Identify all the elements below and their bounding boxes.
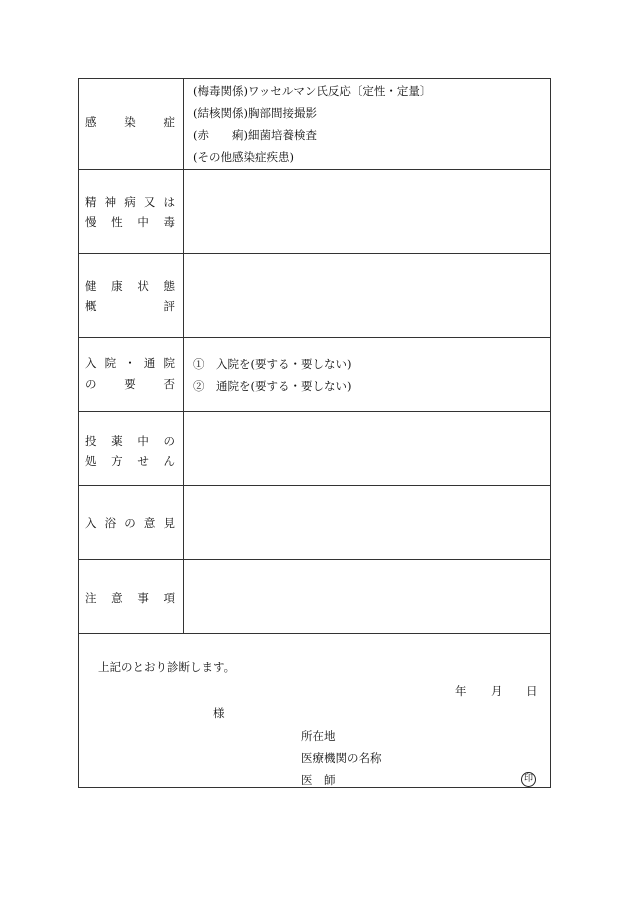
date-year: 年 bbox=[455, 684, 467, 698]
label-char: は bbox=[163, 195, 175, 209]
institution-label: 医療機関の名称 bbox=[301, 751, 382, 765]
label-char: 院 bbox=[163, 356, 175, 370]
label-char: 項 bbox=[163, 591, 175, 605]
row-label bbox=[79, 170, 184, 253]
label-char: 薬 bbox=[111, 434, 123, 448]
label-char: の bbox=[85, 377, 97, 391]
row-label bbox=[79, 338, 184, 411]
label-char: の bbox=[124, 516, 136, 530]
value-text: (その他感染症疾患) bbox=[193, 150, 294, 164]
label-line bbox=[85, 591, 175, 605]
label-char: 態 bbox=[163, 279, 175, 293]
label-char: 見 bbox=[163, 516, 175, 530]
label-char: 慢 bbox=[85, 215, 97, 229]
row-value bbox=[185, 79, 550, 169]
label-char: 性 bbox=[111, 215, 123, 229]
address-label: 所在地 bbox=[301, 729, 336, 743]
label-char: 精 bbox=[85, 195, 97, 209]
value-text: (梅毒関係)ワッセルマン氏反応〔定性・定量〕 bbox=[193, 84, 432, 98]
label-char: 又 bbox=[143, 195, 156, 209]
label-char: ん bbox=[163, 454, 175, 468]
label-char: 評 bbox=[163, 299, 175, 313]
label-line bbox=[85, 279, 175, 293]
row-label bbox=[79, 412, 184, 485]
label-char: 状 bbox=[137, 279, 149, 293]
label-line bbox=[85, 454, 175, 468]
form-row bbox=[79, 486, 550, 560]
label-char: 投 bbox=[85, 434, 97, 448]
label-char: 神 bbox=[104, 195, 117, 209]
form-row bbox=[79, 338, 550, 412]
row-value bbox=[185, 338, 550, 411]
label-char: 康 bbox=[111, 279, 123, 293]
label-line bbox=[85, 434, 175, 448]
form-row bbox=[79, 560, 550, 634]
label-char: 入 bbox=[85, 516, 97, 530]
label-line bbox=[85, 215, 175, 229]
row-value bbox=[185, 170, 550, 253]
label-char: 中 bbox=[137, 434, 149, 448]
seal-mark: 印 bbox=[521, 772, 536, 787]
label-char: 入 bbox=[85, 356, 97, 370]
label-char: 概 bbox=[85, 299, 97, 313]
label-char: 否 bbox=[163, 377, 175, 391]
row-label bbox=[79, 560, 184, 633]
date-month: 月 bbox=[491, 684, 503, 698]
value-text: ② 通院を(要する・要しない) bbox=[193, 379, 352, 393]
form-row bbox=[79, 170, 550, 254]
label-char: せ bbox=[137, 454, 149, 468]
row-value bbox=[185, 412, 550, 485]
label-char: の bbox=[163, 434, 175, 448]
row-label bbox=[79, 254, 184, 337]
label-char: 注 bbox=[85, 591, 97, 605]
row-value bbox=[185, 254, 550, 337]
label-char: 毒 bbox=[163, 215, 175, 229]
label-char: 染 bbox=[124, 115, 136, 129]
label-char: 要 bbox=[124, 377, 136, 391]
label-line bbox=[85, 195, 175, 209]
label-line bbox=[85, 516, 175, 530]
row-value bbox=[185, 486, 550, 559]
row-value bbox=[185, 560, 550, 633]
label-char: 通 bbox=[143, 356, 156, 370]
label-char: 事 bbox=[137, 591, 149, 605]
label-char: 症 bbox=[163, 115, 175, 129]
label-char: 健 bbox=[85, 279, 97, 293]
label-line bbox=[85, 356, 175, 370]
label-char: 中 bbox=[137, 215, 149, 229]
form-row bbox=[79, 254, 550, 338]
label-char: 方 bbox=[111, 454, 123, 468]
label-char: 院 bbox=[104, 356, 117, 370]
label-char: 処 bbox=[85, 454, 97, 468]
label-char: 病 bbox=[124, 195, 136, 209]
doctor-label: 医 師 bbox=[301, 773, 336, 787]
statement-text: 上記のとおり診断します。 bbox=[98, 660, 236, 674]
label-char: 感 bbox=[85, 115, 97, 129]
value-text: (結核関係)胸部間接撮影 bbox=[193, 106, 317, 120]
form-row bbox=[79, 412, 550, 486]
value-text: (赤 痢)細菌培養検査 bbox=[193, 128, 317, 142]
diagnosis-form bbox=[78, 78, 551, 788]
label-char: ・ bbox=[124, 356, 136, 370]
label-line bbox=[85, 299, 175, 313]
value-text: ① 入院を(要する・要しない) bbox=[193, 357, 352, 371]
addressee-suffix: 様 bbox=[213, 706, 225, 720]
label-line bbox=[85, 377, 175, 391]
form-row bbox=[79, 79, 550, 170]
label-char: 浴 bbox=[104, 516, 117, 530]
date-day: 日 bbox=[526, 684, 538, 698]
row-label bbox=[79, 486, 184, 559]
signature-section bbox=[79, 632, 550, 787]
label-char: 意 bbox=[143, 516, 156, 530]
label-line bbox=[85, 115, 175, 129]
label-char: 意 bbox=[111, 591, 123, 605]
row-label bbox=[79, 79, 184, 169]
